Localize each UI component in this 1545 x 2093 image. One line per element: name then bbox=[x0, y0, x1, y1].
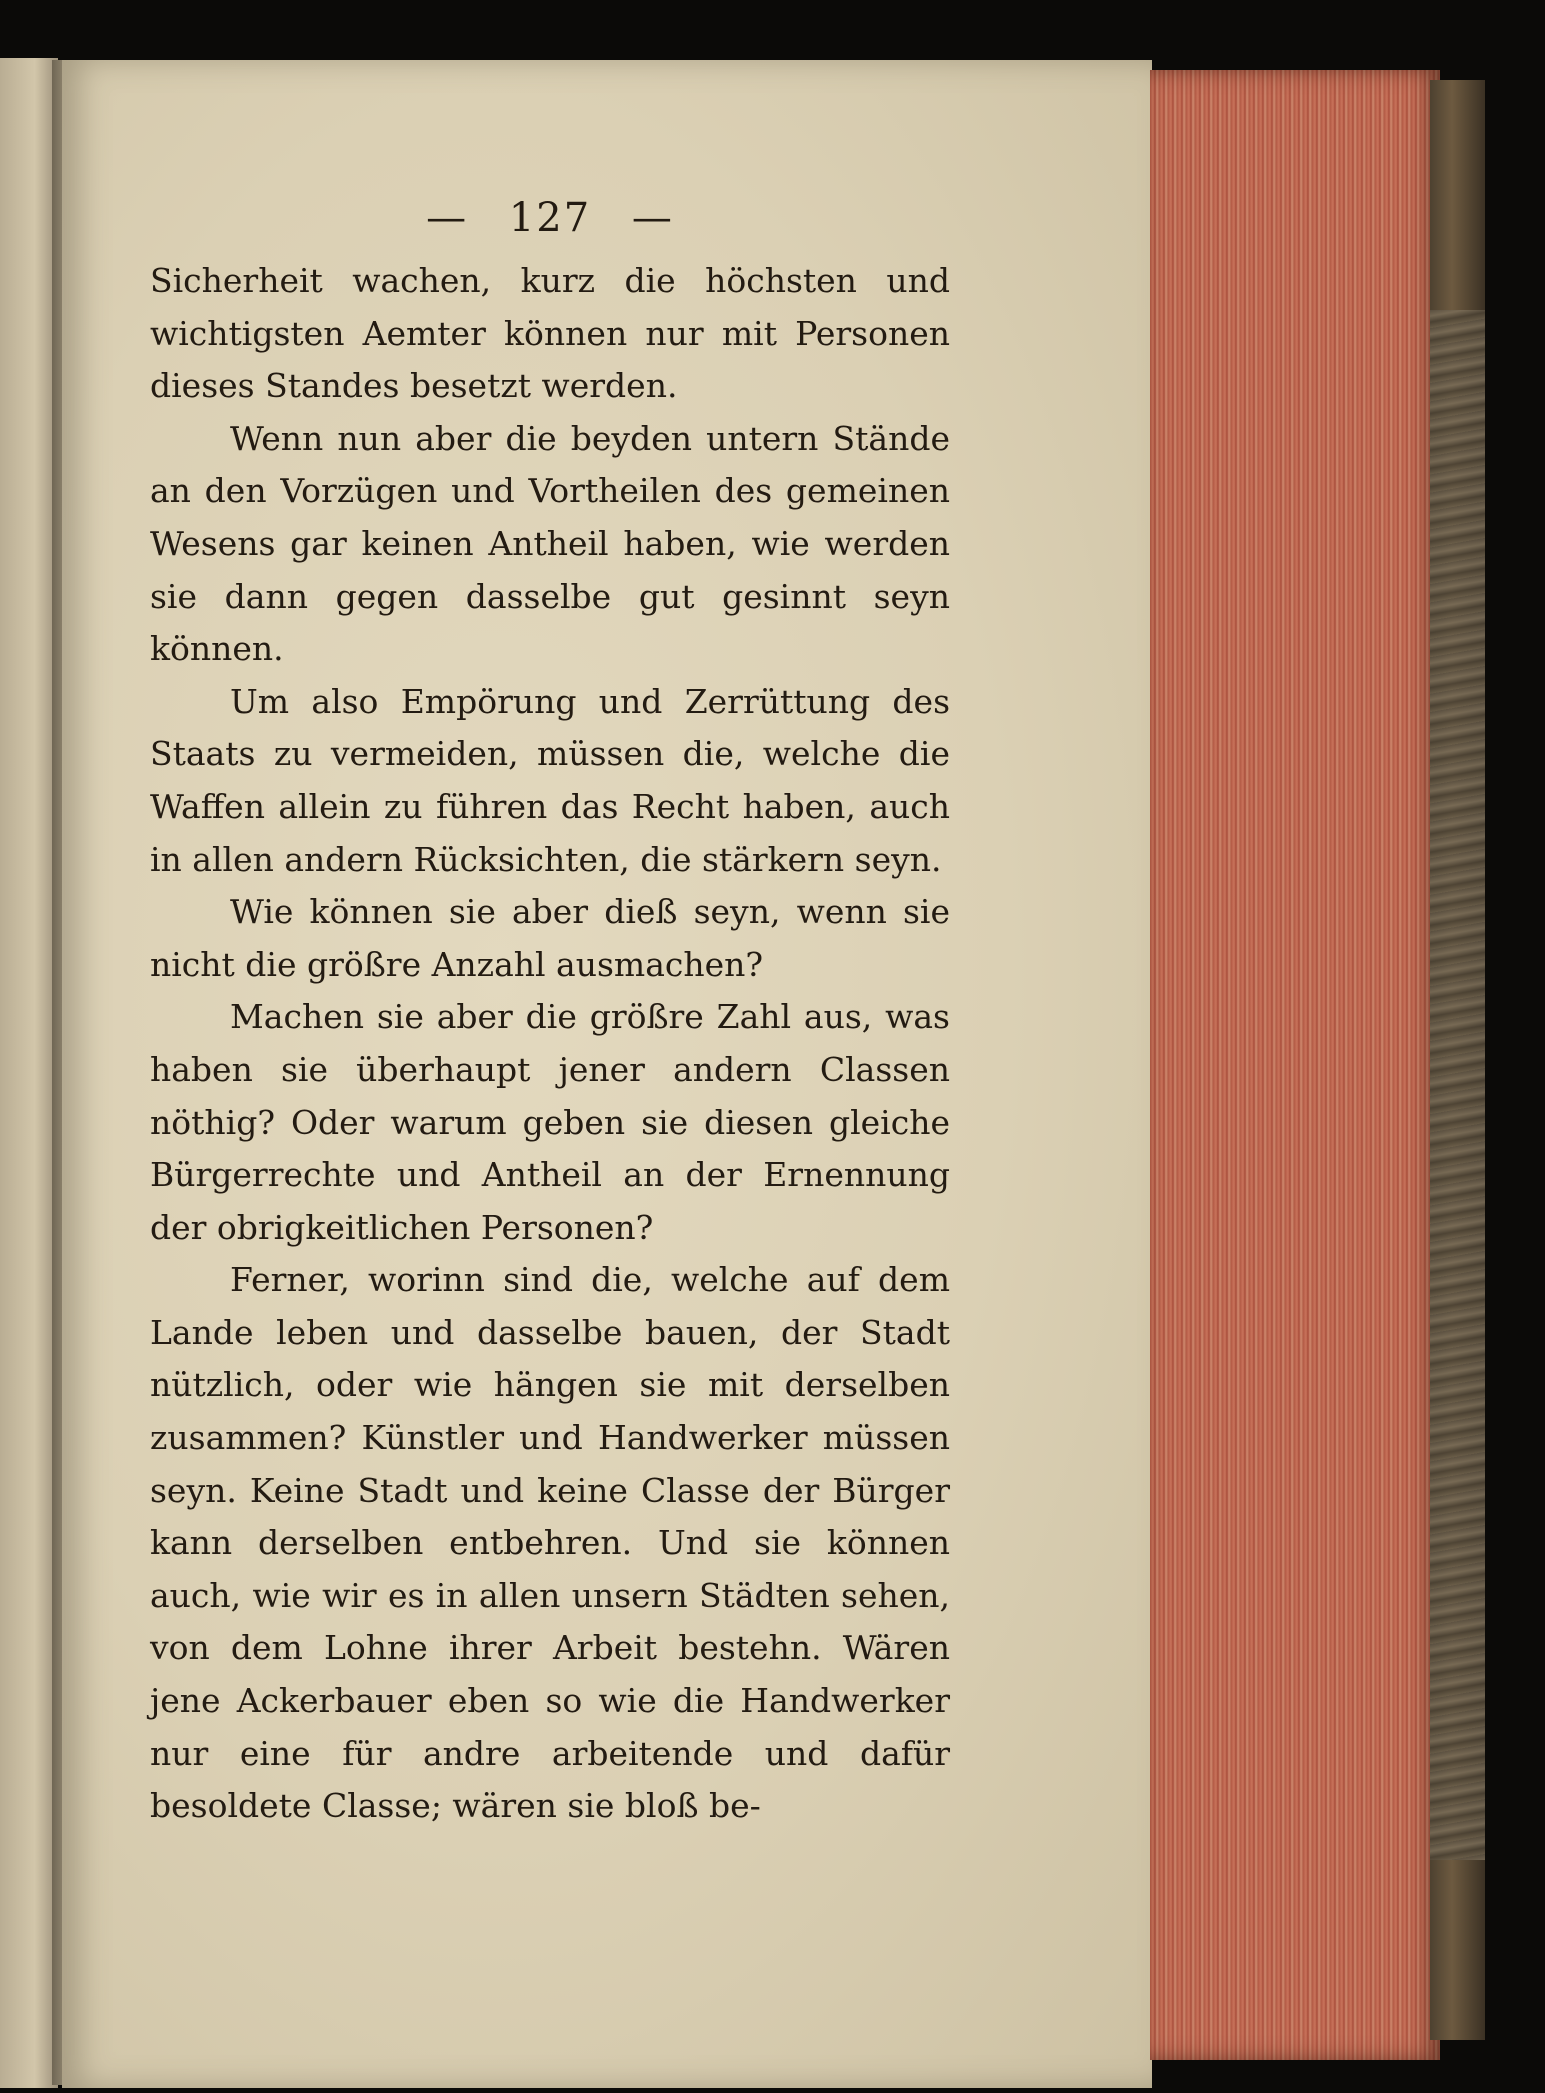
page-text-block bbox=[150, 195, 950, 1833]
header-left-ornament: — bbox=[426, 195, 469, 241]
paragraph: Wenn nun aber die beyden untern Stände an den Vorzügen und Vortheilen des gemeinen Wesens gar keinen Antheil haben, wie werden sie dann gegen dasselbe gut gesinnt seyn können. bbox=[150, 418, 950, 669]
header-right-ornament: — bbox=[631, 195, 674, 241]
page-number: 127 bbox=[508, 195, 592, 241]
paragraph: Wie können sie aber dieß seyn, wenn sie nicht die größre Anzahl ausmachen? bbox=[150, 892, 950, 984]
paragraph-continuation: Sicherheit wachen, kurz die höchsten und wichtigsten Aemter können nur mit Personen dieses Standes besetzt werden. bbox=[150, 261, 950, 406]
cover-marbling bbox=[1430, 310, 1485, 1860]
left-page-edge bbox=[0, 58, 58, 2088]
paragraph: Um also Empörung und Zerrüttung des Staats zu vermeiden, müssen die, welche die Waffen allein zu führen das Recht haben, auch in allen andern Rücksichten, die stärkern seyn. bbox=[150, 681, 950, 879]
page-header bbox=[150, 195, 950, 241]
paragraph: Ferner, worinn sind die, welche auf dem Lande leben und dasselbe bauen, der Stadt nützlich, oder wie hängen sie mit derselben zusammen? Künstler und Handwerker müssen seyn. Keine Stadt und keine Classe der Bürger kann derselben entbehren. Und sie können auch, wie wir es in allen unsern Städten sehen, von dem Lohne ihrer Arbeit bestehn. Wären jene Ackerbauer eben so wie die Handwerker nur eine für andre arbeitende und dafür besoldete Classe; wären sie bloß be- bbox=[150, 1260, 950, 1826]
page-edges bbox=[1150, 70, 1440, 2060]
paragraph: Machen sie aber die größre Zahl aus, was haben sie überhaupt jener andern Classen nöthig? Oder warum geben sie diesen gleiche Bürgerrechte und Antheil an der Ernennung der obrigkeitlichen Personen? bbox=[150, 997, 950, 1247]
